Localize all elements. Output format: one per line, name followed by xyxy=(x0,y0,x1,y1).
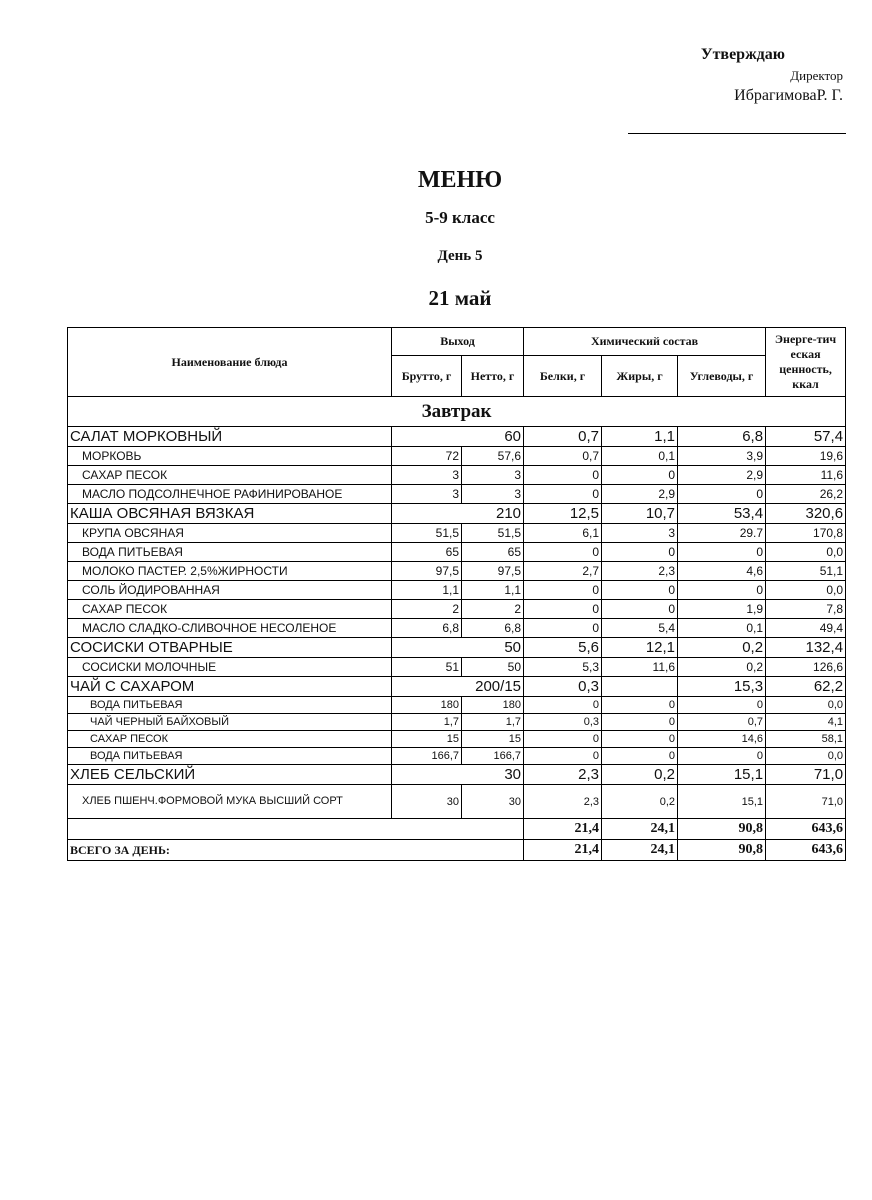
ingredient-name: СОЛЬ ЙОДИРОВАННАЯ xyxy=(68,581,392,600)
approver-position: Директор xyxy=(790,68,843,83)
day-total-label: ВСЕГО ЗА ДЕНЬ: xyxy=(68,840,524,861)
netto-cell: 15 xyxy=(462,731,524,748)
protein-cell: 0 xyxy=(524,600,602,619)
energy-cell: 4,1 xyxy=(766,714,846,731)
protein-cell: 0 xyxy=(524,581,602,600)
energy-cell: 26,2 xyxy=(766,485,846,504)
ingredient-row xyxy=(68,562,846,581)
ingredient-name: ВОДА ПИТЬЕВАЯ xyxy=(68,697,392,714)
brutto-cell: 6,8 xyxy=(392,619,462,638)
protein-cell: 21,4 xyxy=(524,840,602,861)
dish-row xyxy=(68,638,846,658)
ingredient-name: ВОДА ПИТЬЕВАЯ xyxy=(68,543,392,562)
carbs-cell: 0 xyxy=(678,581,766,600)
netto-cell: 65 xyxy=(462,543,524,562)
energy-cell: 643,6 xyxy=(766,819,846,840)
subtotal-row xyxy=(68,819,846,840)
ingredient-row xyxy=(68,658,846,677)
netto-cell: 180 xyxy=(462,697,524,714)
energy-cell: 0,0 xyxy=(766,581,846,600)
protein-cell: 0,3 xyxy=(524,677,602,697)
brutto-cell: 1,7 xyxy=(392,714,462,731)
energy-cell: 11,6 xyxy=(766,466,846,485)
fat-cell: 5,4 xyxy=(602,619,678,638)
approval-block xyxy=(600,46,845,105)
header-brutto: Брутто, г xyxy=(392,356,462,397)
dish-name: ХЛЕБ СЕЛЬСКИЙ xyxy=(68,765,392,785)
header-output: Выход xyxy=(392,328,524,356)
fat-cell: 12,1 xyxy=(602,638,678,658)
fat-cell xyxy=(602,677,678,697)
ingredient-name: МОЛОКО ПАСТЕР. 2,5%ЖИРНОСТИ xyxy=(68,562,392,581)
approve-label: Утверждаю xyxy=(700,46,785,63)
carbs-cell: 15,1 xyxy=(678,785,766,819)
fat-cell: 0 xyxy=(602,714,678,731)
dish-output: 30 xyxy=(392,765,524,785)
ingredient-row xyxy=(68,600,846,619)
netto-cell: 50 xyxy=(462,658,524,677)
protein-cell: 5,6 xyxy=(524,638,602,658)
dish-row xyxy=(68,427,846,447)
dish-output: 60 xyxy=(392,427,524,447)
fat-cell: 24,1 xyxy=(602,840,678,861)
ingredient-row xyxy=(68,466,846,485)
dish-output: 50 xyxy=(392,638,524,658)
ingredient-name: ХЛЕБ ПШЕНЧ.ФОРМОВОЙ МУКА ВЫСШИЙ СОРТ xyxy=(68,785,392,819)
netto-cell: 97,5 xyxy=(462,562,524,581)
brutto-cell: 166,7 xyxy=(392,748,462,765)
carbs-cell: 4,6 xyxy=(678,562,766,581)
protein-cell: 0 xyxy=(524,543,602,562)
energy-cell: 0,0 xyxy=(766,543,846,562)
ingredient-row xyxy=(68,697,846,714)
dish-output: 200/15 xyxy=(392,677,524,697)
protein-cell: 0 xyxy=(524,485,602,504)
fat-cell: 0 xyxy=(602,600,678,619)
protein-cell: 12,5 xyxy=(524,504,602,524)
dish-row xyxy=(68,677,846,697)
netto-cell: 57,6 xyxy=(462,447,524,466)
carbs-cell: 90,8 xyxy=(678,840,766,861)
header-row xyxy=(68,328,846,356)
energy-cell: 170,8 xyxy=(766,524,846,543)
brutto-cell: 51,5 xyxy=(392,524,462,543)
fat-cell: 3 xyxy=(602,524,678,543)
carbs-cell: 3,9 xyxy=(678,447,766,466)
ingredient-row xyxy=(68,581,846,600)
ingredient-row xyxy=(68,731,846,748)
brutto-cell: 51 xyxy=(392,658,462,677)
energy-cell: 126,6 xyxy=(766,658,846,677)
protein-cell: 0,7 xyxy=(524,447,602,466)
netto-cell: 1,7 xyxy=(462,714,524,731)
fat-cell: 0,1 xyxy=(602,447,678,466)
brutto-cell: 97,5 xyxy=(392,562,462,581)
menu-table xyxy=(67,327,846,861)
carbs-cell: 0,2 xyxy=(678,658,766,677)
carbs-cell: 15,1 xyxy=(678,765,766,785)
brutto-cell: 180 xyxy=(392,697,462,714)
carbs-cell: 0 xyxy=(678,543,766,562)
ingredient-name: КРУПА ОВСЯНАЯ xyxy=(68,524,392,543)
carbs-cell: 53,4 xyxy=(678,504,766,524)
ingredient-name: МАСЛО ПОДСОЛНЕЧНОЕ РАФИНИРОВАНОЕ xyxy=(68,485,392,504)
fat-cell: 1,1 xyxy=(602,427,678,447)
carbs-cell: 0 xyxy=(678,697,766,714)
carbs-cell: 90,8 xyxy=(678,819,766,840)
protein-cell: 0,7 xyxy=(524,427,602,447)
energy-cell: 62,2 xyxy=(766,677,846,697)
protein-cell: 2,7 xyxy=(524,562,602,581)
carbs-cell: 0,1 xyxy=(678,619,766,638)
section-title: Завтрак xyxy=(68,397,846,427)
header-fat: Жиры, г xyxy=(602,356,678,397)
ingredient-row xyxy=(68,447,846,466)
energy-cell: 19,6 xyxy=(766,447,846,466)
protein-cell: 2,3 xyxy=(524,785,602,819)
signature-line xyxy=(628,133,846,134)
fat-cell: 0,2 xyxy=(602,785,678,819)
carbs-cell: 1,9 xyxy=(678,600,766,619)
netto-cell: 3 xyxy=(462,466,524,485)
ingredient-row xyxy=(68,748,846,765)
protein-cell: 0 xyxy=(524,697,602,714)
protein-cell: 6,1 xyxy=(524,524,602,543)
brutto-cell: 72 xyxy=(392,447,462,466)
energy-cell: 71,0 xyxy=(766,785,846,819)
section-row xyxy=(68,397,846,427)
netto-cell: 3 xyxy=(462,485,524,504)
carbs-cell: 2,9 xyxy=(678,466,766,485)
fat-cell: 0 xyxy=(602,543,678,562)
dish-name: ЧАЙ С САХАРОМ xyxy=(68,677,392,697)
dish-name: СОСИСКИ ОТВАРНЫЕ xyxy=(68,638,392,658)
energy-cell: 7,8 xyxy=(766,600,846,619)
energy-cell: 57,4 xyxy=(766,427,846,447)
brutto-cell: 30 xyxy=(392,785,462,819)
netto-cell: 166,7 xyxy=(462,748,524,765)
protein-cell: 0,3 xyxy=(524,714,602,731)
fat-cell: 0 xyxy=(602,748,678,765)
protein-cell: 0 xyxy=(524,466,602,485)
header-dish: Наименование блюда xyxy=(68,328,392,397)
fat-cell: 2,3 xyxy=(602,562,678,581)
header-chem: Химический состав xyxy=(524,328,766,356)
carbs-cell: 0 xyxy=(678,748,766,765)
dish-name: КАША ОВСЯНАЯ ВЯЗКАЯ xyxy=(68,504,392,524)
carbs-cell: 6,8 xyxy=(678,427,766,447)
carbs-cell: 15,3 xyxy=(678,677,766,697)
ingredient-name: МОРКОВЬ xyxy=(68,447,392,466)
ingredient-name: САХАР ПЕСОК xyxy=(68,466,392,485)
carbs-cell: 14,6 xyxy=(678,731,766,748)
brutto-cell: 2 xyxy=(392,600,462,619)
energy-cell: 58,1 xyxy=(766,731,846,748)
carbs-cell: 29.7 xyxy=(678,524,766,543)
carbs-cell: 0,2 xyxy=(678,638,766,658)
page-title: МЕНЮ xyxy=(417,167,503,193)
energy-cell: 51,1 xyxy=(766,562,846,581)
header-carbs: Углеводы, г xyxy=(678,356,766,397)
ingredient-name: ЧАЙ ЧЕРНЫЙ БАЙХОВЫЙ xyxy=(68,714,392,731)
energy-cell: 49,4 xyxy=(766,619,846,638)
ingredient-name: САХАР ПЕСОК xyxy=(68,731,392,748)
header-protein: Белки, г xyxy=(524,356,602,397)
fat-cell: 0 xyxy=(602,697,678,714)
energy-cell: 0,0 xyxy=(766,697,846,714)
protein-cell: 0 xyxy=(524,748,602,765)
energy-cell: 132,4 xyxy=(766,638,846,658)
netto-cell: 51,5 xyxy=(462,524,524,543)
energy-cell: 643,6 xyxy=(766,840,846,861)
fat-cell: 24,1 xyxy=(602,819,678,840)
fat-cell: 0 xyxy=(602,581,678,600)
energy-cell: 320,6 xyxy=(766,504,846,524)
ingredient-row xyxy=(68,785,846,819)
dish-row xyxy=(68,504,846,524)
ingredient-name: МАСЛО СЛАДКО-СЛИВОЧНОЕ НЕСОЛЕНОЕ xyxy=(68,619,392,638)
ingredient-name: САХАР ПЕСОК xyxy=(68,600,392,619)
ingredient-row xyxy=(68,619,846,638)
ingredient-row xyxy=(68,543,846,562)
ingredient-name: СОСИСКИ МОЛОЧНЫЕ xyxy=(68,658,392,677)
brutto-cell: 15 xyxy=(392,731,462,748)
dish-output: 210 xyxy=(392,504,524,524)
netto-cell: 2 xyxy=(462,600,524,619)
brutto-cell: 1,1 xyxy=(392,581,462,600)
protein-cell: 0 xyxy=(524,731,602,748)
fat-cell: 0 xyxy=(602,731,678,748)
energy-cell: 0,0 xyxy=(766,748,846,765)
protein-cell: 21,4 xyxy=(524,819,602,840)
protein-cell: 5,3 xyxy=(524,658,602,677)
energy-cell: 71,0 xyxy=(766,765,846,785)
ingredient-row xyxy=(68,714,846,731)
header-energy: Энерге-тич еская ценность, ккал xyxy=(766,328,846,397)
carbs-cell: 0,7 xyxy=(678,714,766,731)
brutto-cell: 3 xyxy=(392,485,462,504)
dish-row xyxy=(68,765,846,785)
approver-name: ИбрагимоваР. Г. xyxy=(734,87,843,104)
grade-label: 5-9 класс xyxy=(425,208,495,227)
netto-cell: 6,8 xyxy=(462,619,524,638)
protein-cell: 0 xyxy=(524,619,602,638)
ingredient-row xyxy=(68,485,846,504)
carbs-cell: 0 xyxy=(678,485,766,504)
subtotal-label xyxy=(68,819,524,840)
protein-cell: 2,3 xyxy=(524,765,602,785)
dish-name: САЛАТ МОРКОВНЫЙ xyxy=(68,427,392,447)
fat-cell: 10,7 xyxy=(602,504,678,524)
day-label: День 5 xyxy=(437,248,483,264)
fat-cell: 0 xyxy=(602,466,678,485)
netto-cell: 30 xyxy=(462,785,524,819)
netto-cell: 1,1 xyxy=(462,581,524,600)
ingredient-name: ВОДА ПИТЬЕВАЯ xyxy=(68,748,392,765)
header-netto: Нетто, г xyxy=(462,356,524,397)
date-label: 21 май xyxy=(428,286,492,310)
brutto-cell: 65 xyxy=(392,543,462,562)
day-total-row xyxy=(68,840,846,861)
fat-cell: 11,6 xyxy=(602,658,678,677)
brutto-cell: 3 xyxy=(392,466,462,485)
ingredient-row xyxy=(68,524,846,543)
fat-cell: 2,9 xyxy=(602,485,678,504)
fat-cell: 0,2 xyxy=(602,765,678,785)
